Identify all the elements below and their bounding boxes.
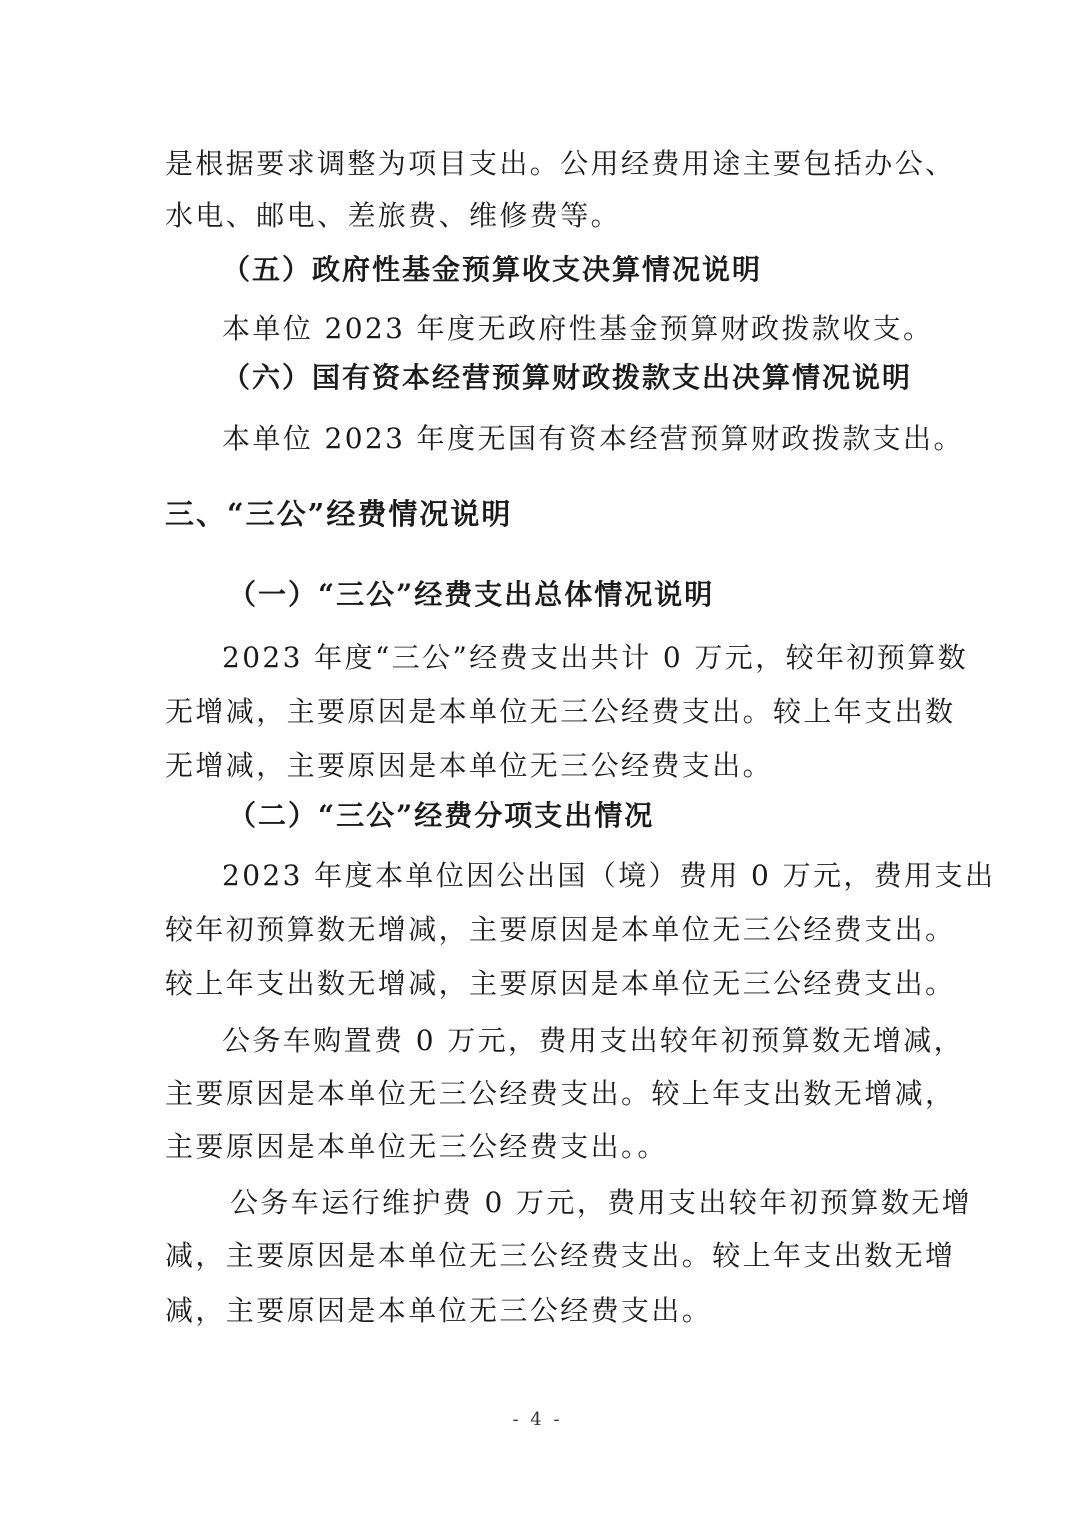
section-heading-six: （六）国有资本经营预算财政拨款支出决算情况说明	[222, 361, 913, 394]
subsection-heading-one: （一）“三公”经费支出总体情况说明	[228, 578, 715, 611]
paragraph-line: 减，主要原因是本单位无三公经费支出。	[165, 1294, 713, 1327]
paragraph-line: 公务车购置费 0 万元，费用支出较年初预算数无增减，	[222, 1024, 965, 1057]
paragraph-line: 公务车运行维护费 0 万元，费用支出较年初预算数无增	[230, 1186, 973, 1219]
subsection-heading-two: （二）“三公”经费分项支出情况	[228, 799, 655, 832]
chapter-heading-three: 三、“三公”经费情况说明	[165, 497, 513, 531]
page-number: - 4 -	[512, 1409, 563, 1430]
paragraph-line: 主要原因是本单位无三公经费支出。较上年支出数无增减，	[165, 1077, 956, 1110]
paragraph-line: 2023 年度“三公”经费支出共计 0 万元，较年初预算数	[222, 641, 969, 674]
paragraph-line: 水电、邮电、差旅费、维修费等。	[165, 199, 622, 232]
paragraph-line: 2023 年度本单位因公出国（境）费用 0 万元，费用支出	[222, 859, 996, 892]
section-heading-five: （五）政府性基金预算收支决算情况说明	[222, 253, 763, 286]
paragraph-line: 无增减，主要原因是本单位无三公经费支出。较上年支出数	[165, 695, 956, 728]
paragraph-line: 无增减，主要原因是本单位无三公经费支出。	[165, 749, 774, 782]
paragraph-line: 较上年支出数无增减，主要原因是本单位无三公经费支出。	[165, 967, 956, 1000]
paragraph-line: 是根据要求调整为项目支出。公用经费用途主要包括办公、	[165, 147, 956, 180]
paragraph-line: 较年初预算数无增减，主要原因是本单位无三公经费支出。	[165, 913, 956, 946]
paragraph-line: 减，主要原因是本单位无三公经费支出。较上年支出数无增	[165, 1239, 956, 1272]
paragraph-line: 本单位 2023 年度无政府性基金预算财政拨款收支。	[222, 312, 934, 345]
paragraph-line: 主要原因是本单位无三公经费支出。。	[165, 1130, 668, 1163]
paragraph-line: 本单位 2023 年度无国有资本经营预算财政拨款支出。	[222, 422, 964, 455]
